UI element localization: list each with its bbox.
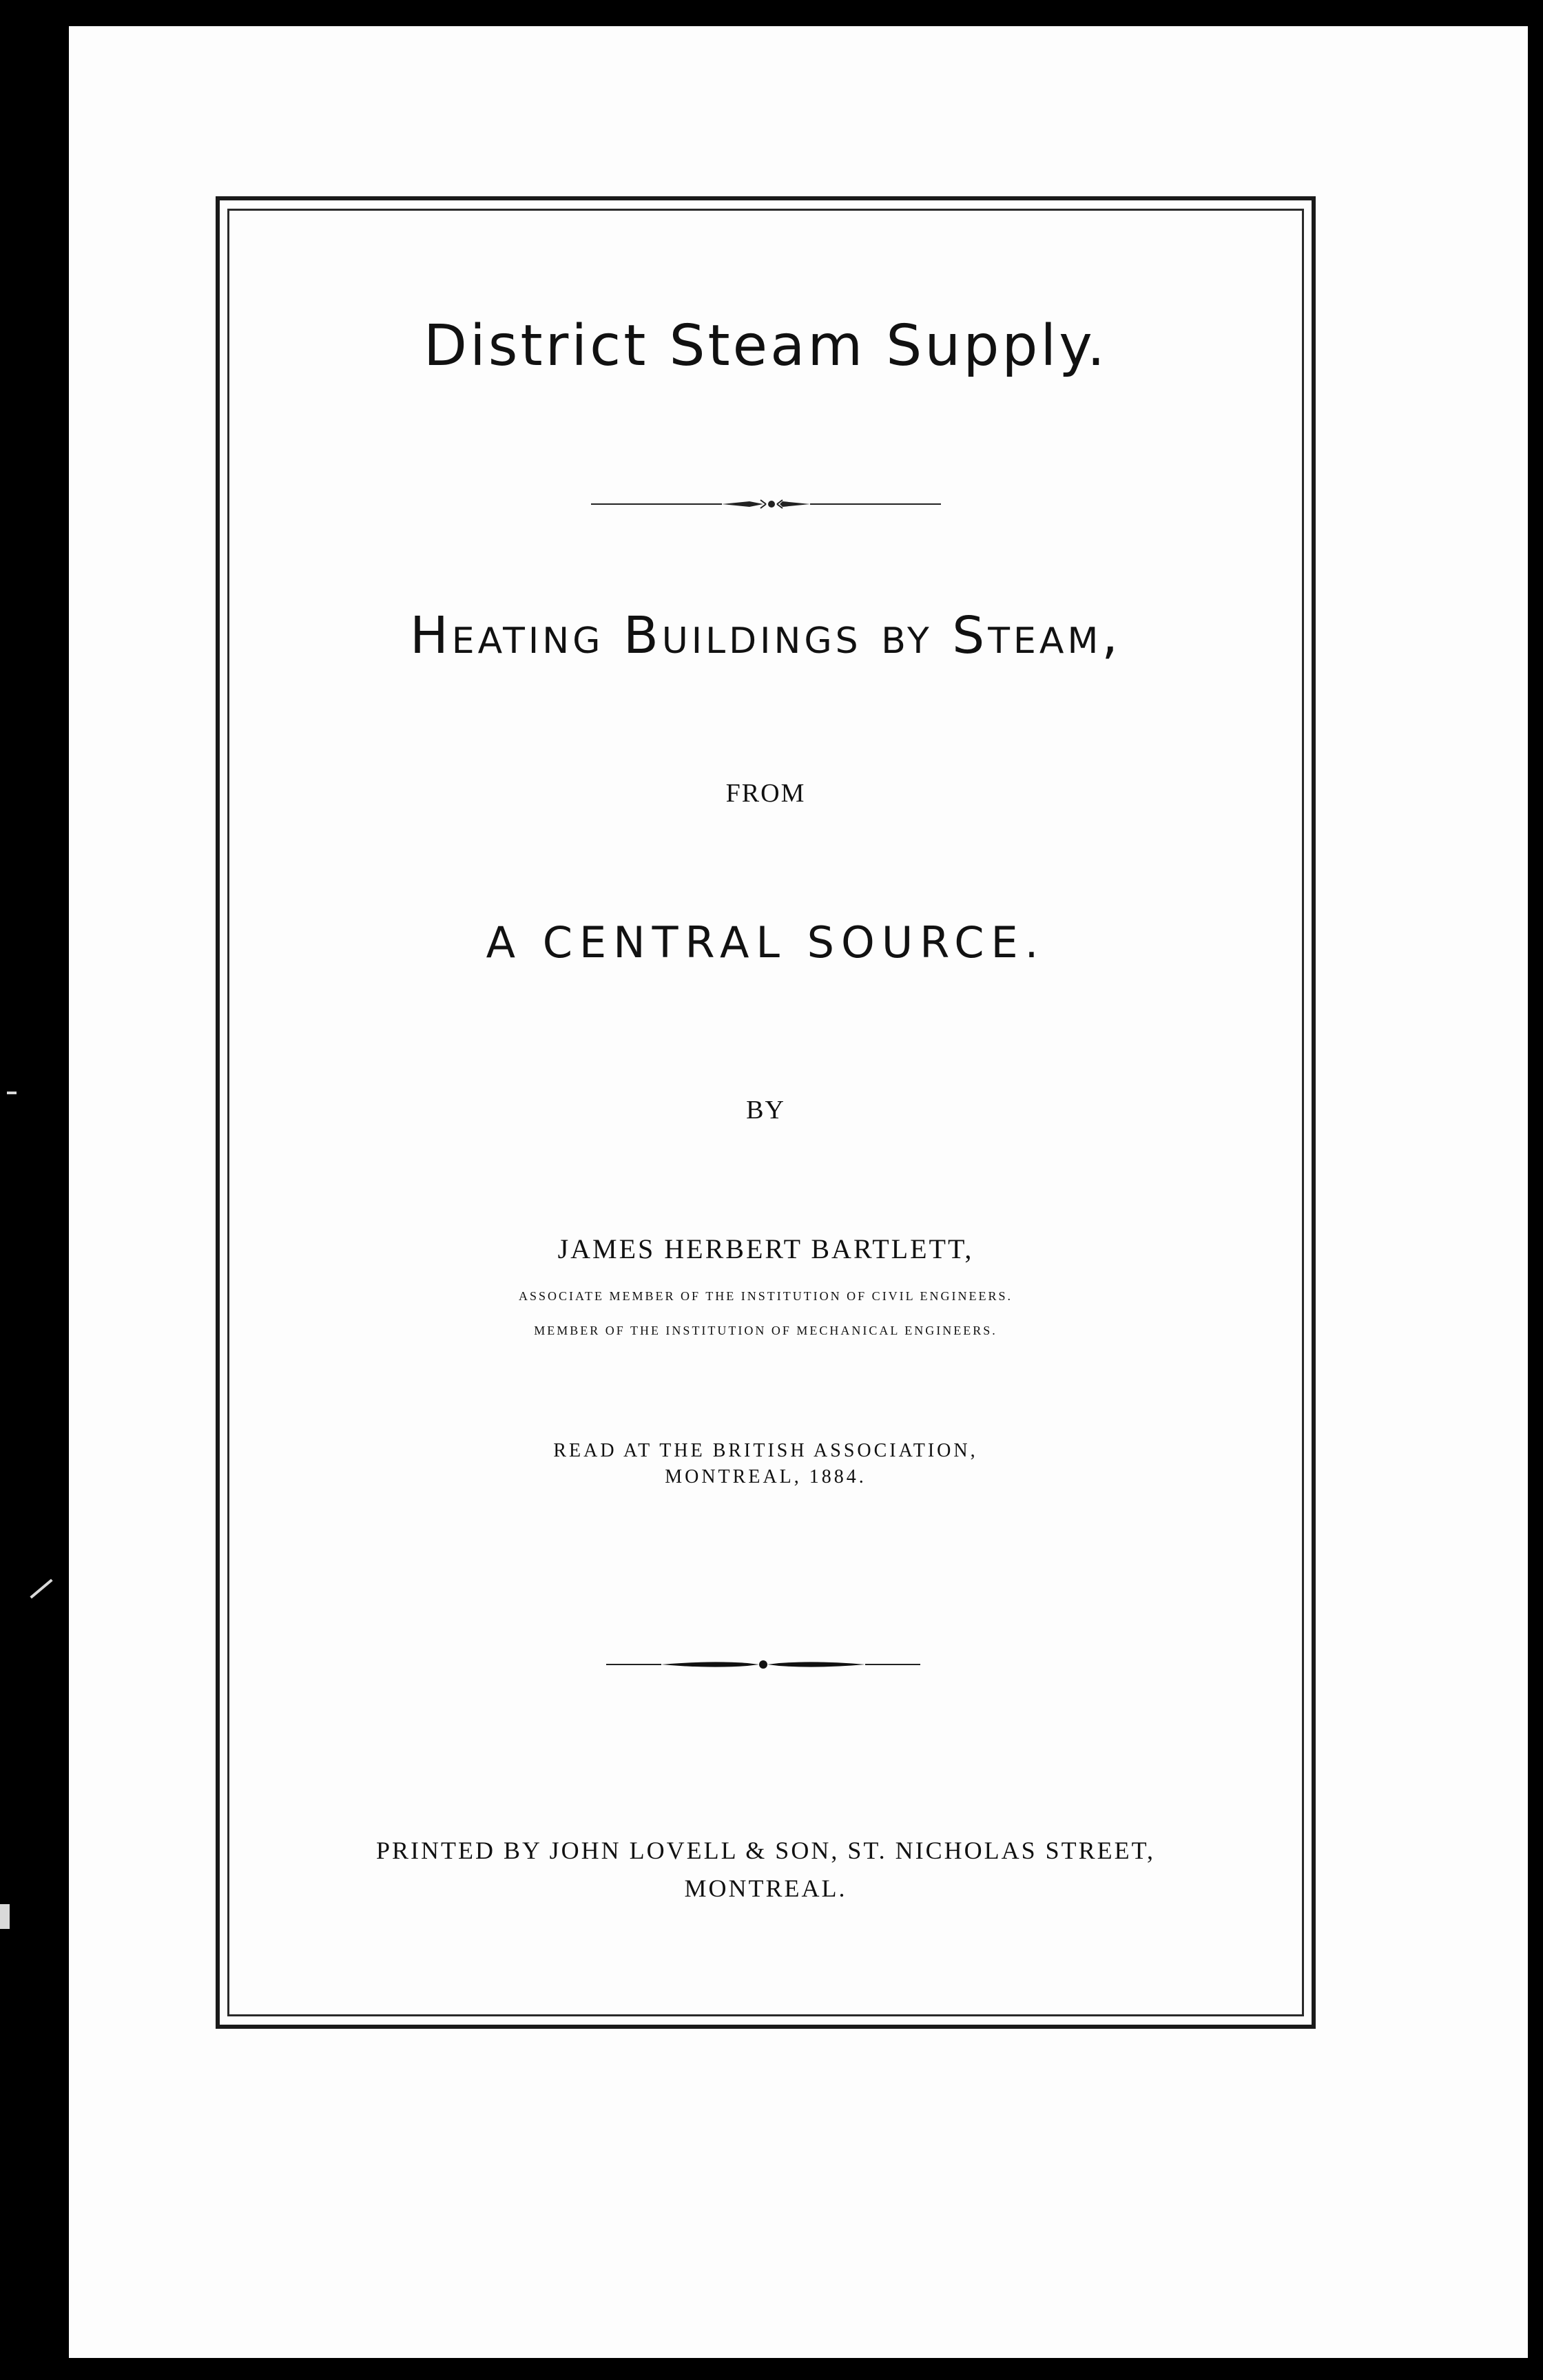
printer-line-2: MONTREAL. (684, 1875, 847, 1902)
edge-speck (30, 1579, 52, 1599)
credential-line-civil: ASSOCIATE MEMBER OF THE INSTITUTION OF CIVIL ENGINEERS. (519, 1289, 1013, 1303)
by-connector: BY (746, 1096, 785, 1125)
edge-speck (7, 1092, 17, 1094)
subtitle-heading: Heating Buildings by Steam, (410, 606, 1121, 665)
printer-imprint (227, 1832, 1304, 1908)
edge-speck (0, 1904, 10, 1929)
top-ornament-divider (591, 496, 941, 512)
from-connector: FROM (725, 779, 806, 808)
author-name: JAMES HERBERT BARTLETT, (557, 1233, 974, 1264)
central-source-heading: A CENTRAL SOURCE. (486, 917, 1046, 968)
read-at-line-1: READ AT THE BRITISH ASSOCIATION, (553, 1440, 978, 1461)
read-at-line-2: MONTREAL, 1884. (665, 1466, 867, 1488)
bottom-ornament-divider (606, 1654, 920, 1675)
credential-line-mechanical: MEMBER OF THE INSTITUTION OF MECHANICAL ENGINEERS. (534, 1324, 997, 1337)
printer-line-1: PRINTED BY JOHN LOVELL & SON, ST. NICHOLAS STREET, (376, 1837, 1155, 1864)
read-at-note (227, 1438, 1304, 1490)
main-title: District Steam Supply. (423, 313, 1108, 379)
